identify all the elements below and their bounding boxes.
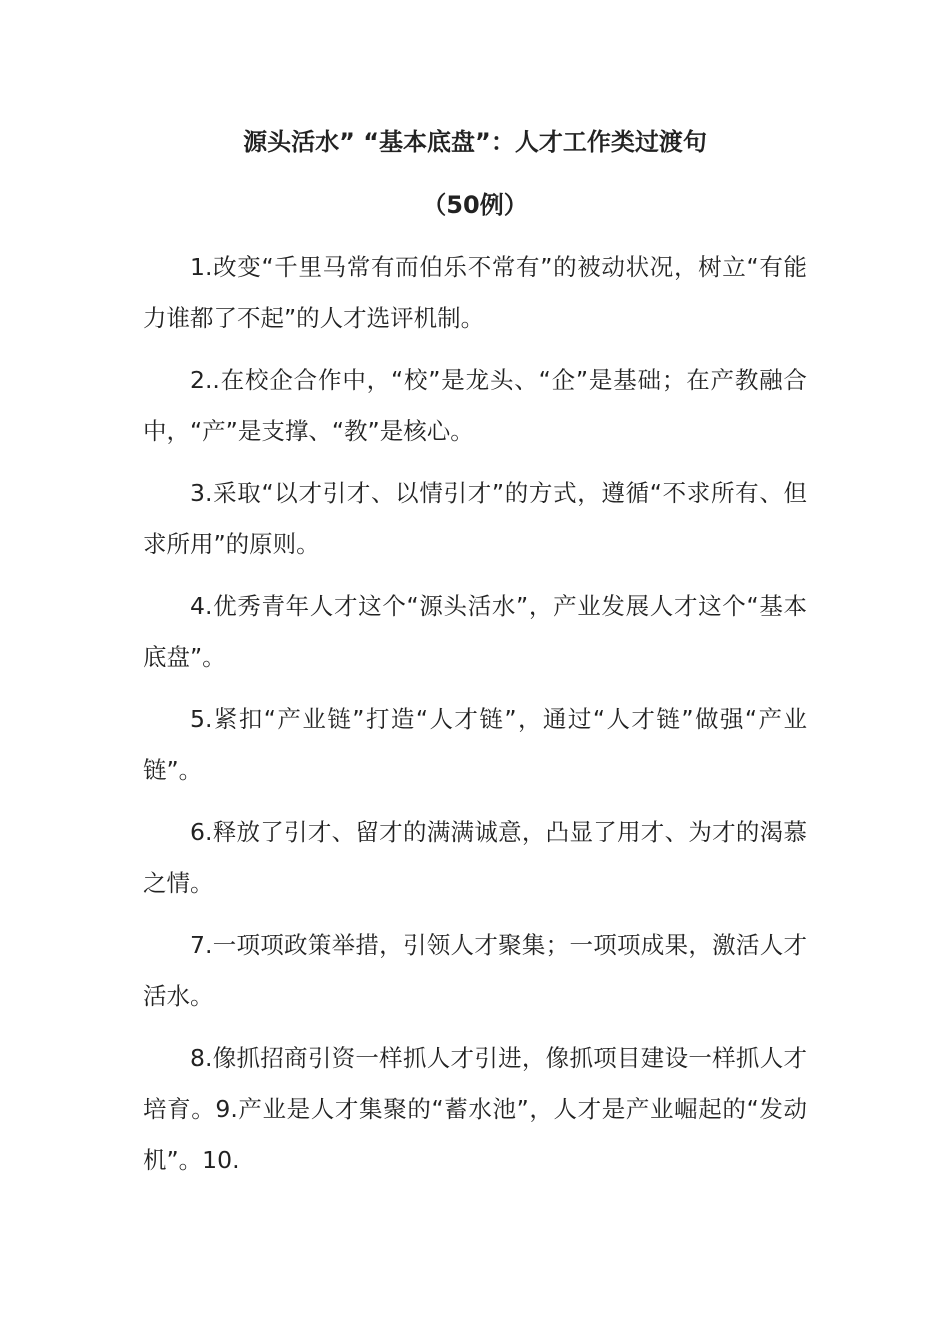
paragraph-7: 7.一项项政策举措，引领人才聚集；一项项成果，激活人才活水。 <box>143 931 807 1010</box>
document-body <box>143 242 807 1197</box>
paragraph-6: 6.释放了引才、留才的满满诚意，凸显了用才、为才的渴慕之情。 <box>143 818 807 897</box>
paragraph-4: 4.优秀青年人才这个“源头活水”，产业发展人才这个“基本底盘”。 <box>143 592 807 671</box>
document-subtitle: （50例） <box>422 191 528 219</box>
paragraph-2: 2..在校企合作中，“校”是龙头、“企”是基础；在产教融合中，“产”是支撑、“教”是核心。 <box>143 366 807 445</box>
paragraph-3: 3.采取“以才引才、以情引才”的方式，遵循“不求所有、但求所用”的原则。 <box>143 479 807 558</box>
paragraph-8: 8.像抓招商引资一样抓人才引进，像抓项目建设一样抓人才培育。9.产业是人才集聚的“蓄水池”，人才是产业崛起的“发动机”。10. <box>143 1044 807 1174</box>
paragraph-5: 5.紧扣“产业链”打造“人才链”，通过“人才链”做强“产业链”。 <box>143 705 807 784</box>
document-title: 源头活水” “基本底盘”：人才工作类过渡句 <box>243 128 707 156</box>
paragraph-1: 1.改变“千里马常有而伯乐不常有”的被动状况，树立“有能力谁都了不起”的人才选评机制。 <box>143 253 807 332</box>
